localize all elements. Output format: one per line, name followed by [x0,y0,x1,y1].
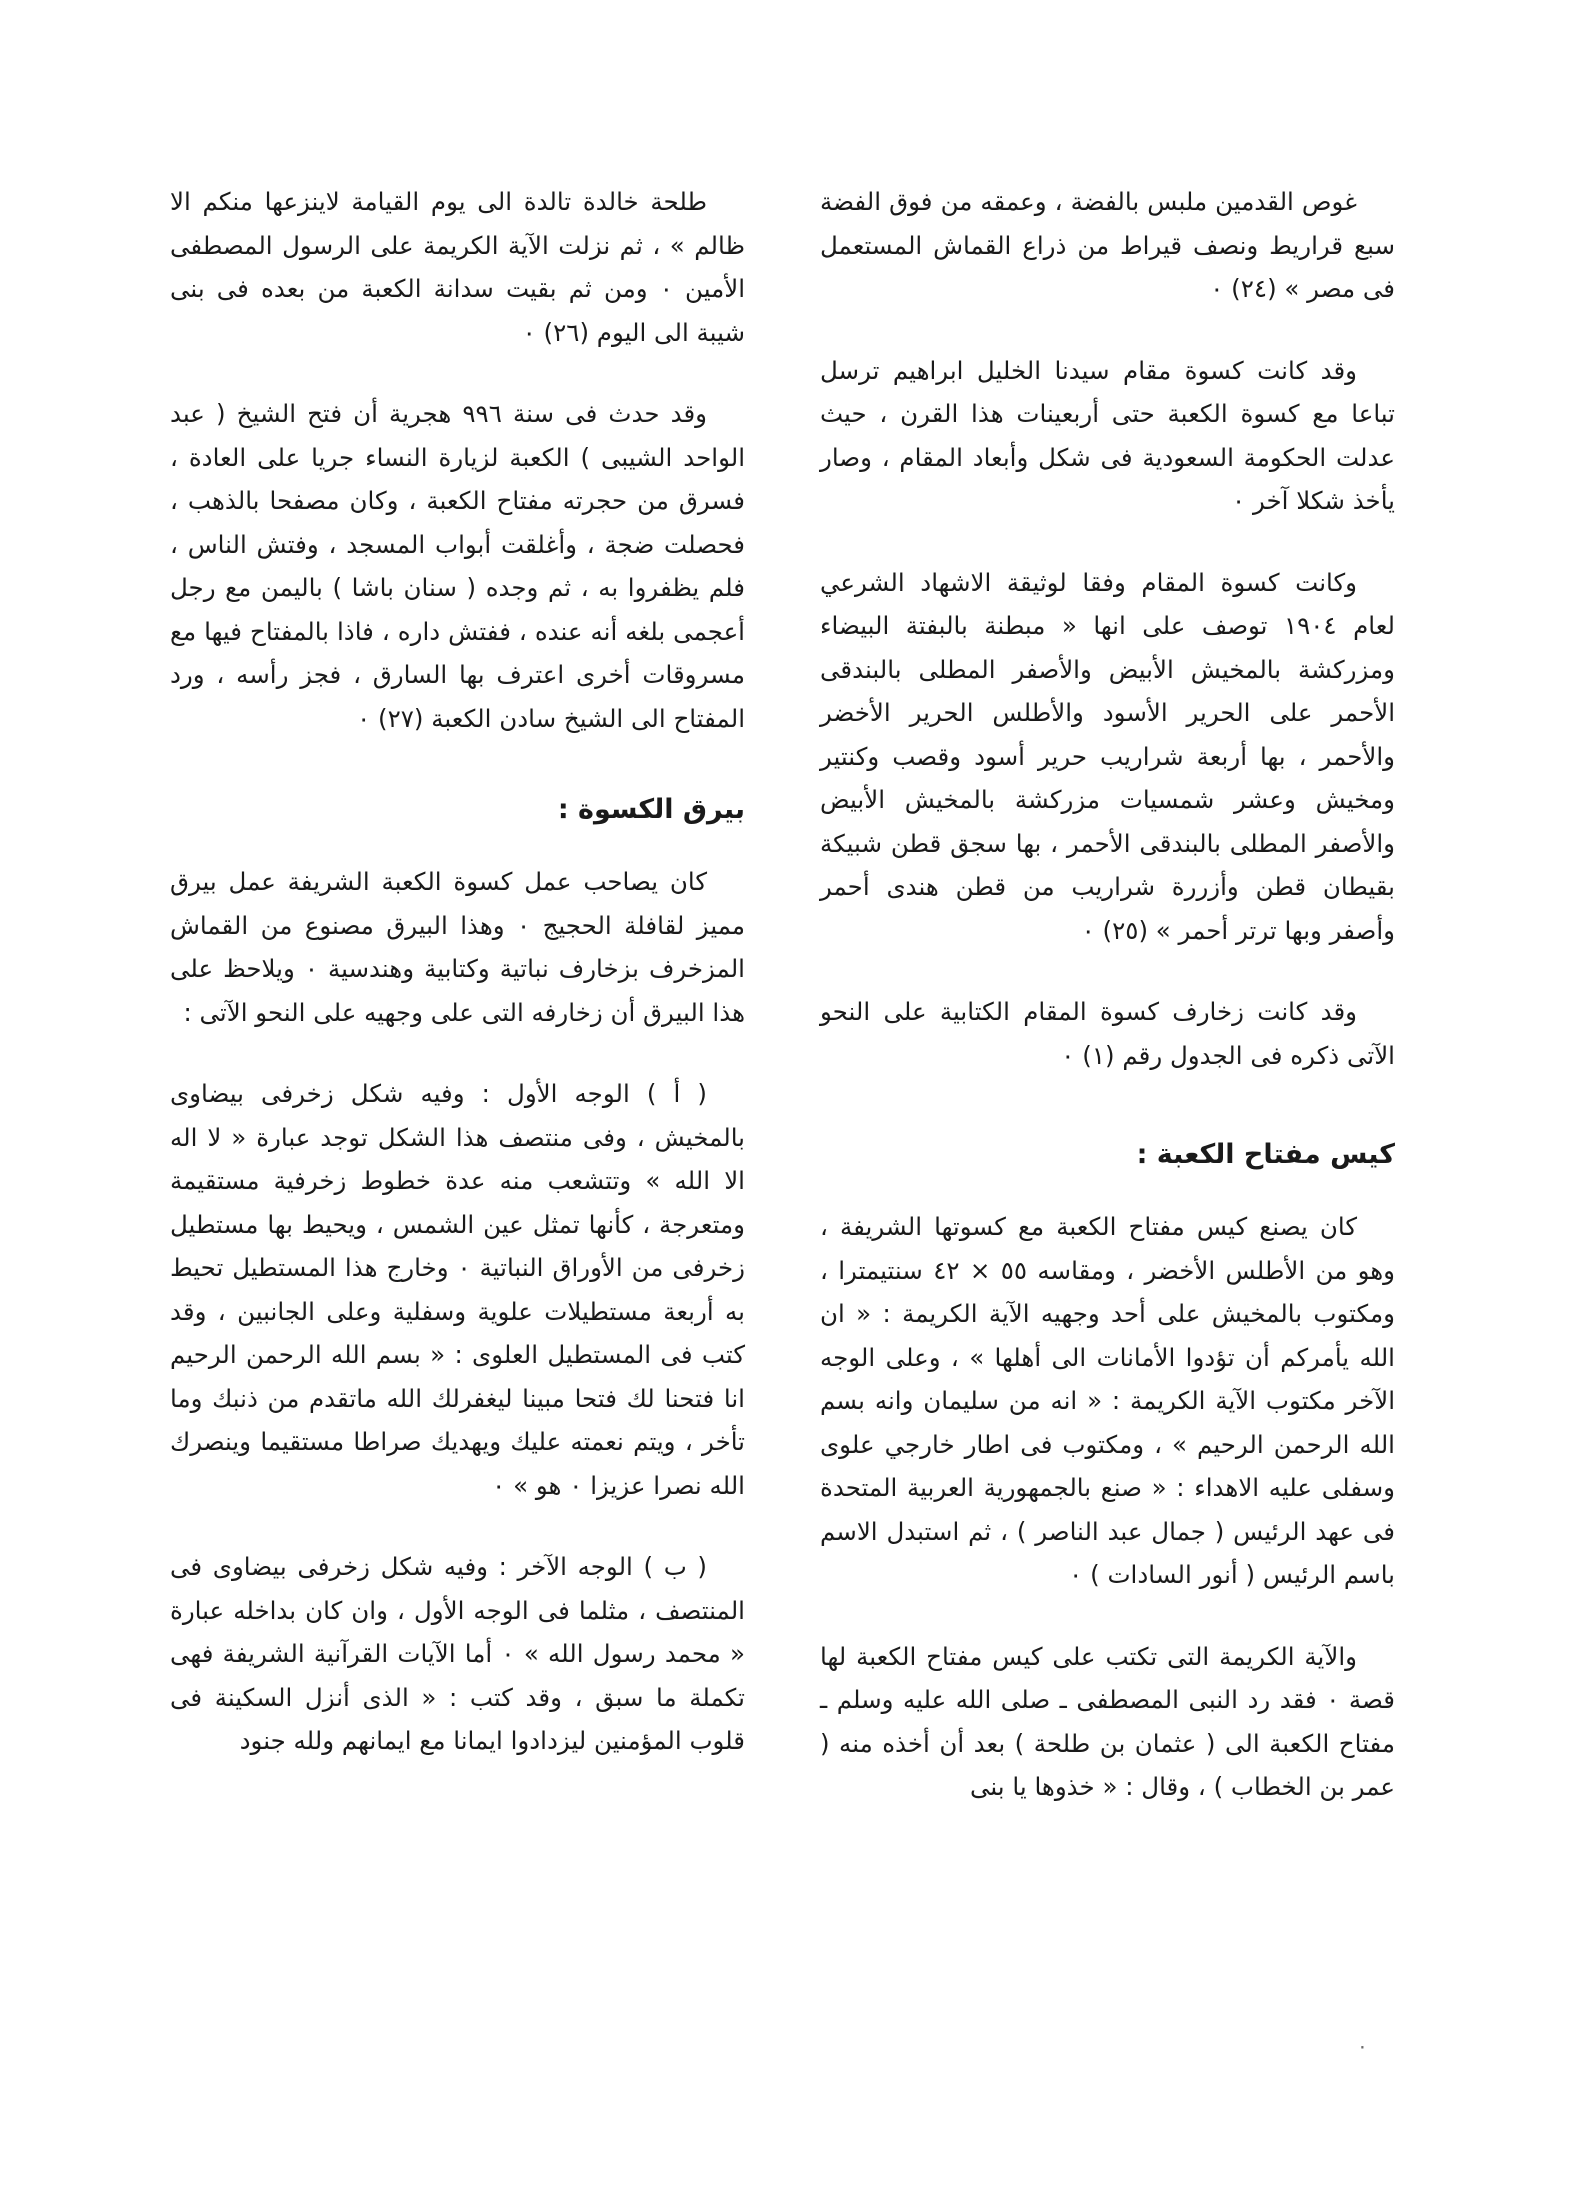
left-paragraph-2: وقد حدث فى سنة ٩٩٦ هجرية أن فتح الشيخ ( عبد الواحد الشيبى ) الكعبة لزيارة النساء جريا على العادة ، فسرق من حجرته مفتاح الكعبة ، وكان مصفحا بالذهب ، فحصلت ضجة ، وأغلقت أبواب المسجد ، وفتش الناس ، فلم يظفروا به ، ثم وجده ( سنان باشا ) باليمن مع رجل أعجمى بلغه أنه عنده ، ففتش داره ، فاذا بالمفتاح فيها مع مسروقات أخرى اعترف بها السارق ، فجز رأسه ، ورد المفتاح الى الشيخ سادن الكعبة (٢٧) ٠ [170,399,745,733]
right-paragraph-1: غوص القدمين ملبس بالفضة ، وعمقه من فوق الفضة سبع قراريط ونصف قيراط من ذراع القماش المستعمل فى مصر » (٢٤) ٠ [820,187,1395,303]
right-paragraph-2: وقد كانت كسوة مقام سيدنا الخليل ابراهيم ترسل تباعا مع كسوة الكعبة حتى أربعينات هذا القرن ، حيث عدلت الحكومة السعودية فى شكل وأبعاد المقام ، وصار يأخذ شكلا آخر ٠ [820,355,1395,515]
right-paragraph-5: كان يصنع كيس مفتاح الكعبة مع كسوتها الشريفة ، وهو من الأطلس الأخضر ، ومقاسه ٥٥ × ٤٢ سنتيمترا ، ومكتوب بالمخيش على أحد وجهيه الآية الكريمة : « ان الله يأمركم أن تؤدوا الأمانات الى أهلها » ، وعلى الوجه الآخر مكتوب الآية الكريمة : « انه من سليمان وانه بسم الله الرحمن الرحيم » ، ومكتوب فى اطار خارجي علوى وسفلى عليه الاهداء : « صنع بالجمهورية العربية المتحدة فى عهد الرئيس ( جمال عبد الناصر ) ، ثم استبدل الاسم باسم الرئيس ( أنور السادات ) ٠ [820,1212,1395,1589]
right-paragraph-6: والآية الكريمة التى تكتب على كيس مفتاح الكعبة لها قصة ٠ فقد رد النبى المصطفى ـ صلى الله عليه وسلم ـ مفتاح الكعبة الى ( عثمان بن طلحة ) بعد أن أخذه منه ( عمر بن الخطاب ) ، وقال : « خذوها يا بنى [820,1641,1395,1801]
section-heading-banner: بيرق الكسوة : [557,794,745,825]
left-paragraph-1: طلحة خالدة تالدة الى يوم القيامة لاينزعها منكم الا ظالم » ، ثم نزلت الآية الكريمة على الرسول المصطفى الأمين ٠ ومن ثم بقيت سدانة الكعبة من بعده فى بنى شيبة الى اليوم (٢٦) ٠ [170,187,745,347]
page-mark: ٠ [1357,2034,1368,2058]
left-paragraph-3: كان يصاحب عمل كسوة الكعبة الشريفة عمل بيرق مميز لقافلة الحجيج ٠ وهذا البيرق مصنوع من القماش المزخرف بزخارف نباتية وكتابية وهندسية ٠ ويلاحظ على هذا البيرق أن زخارفه التى على وجهيه على النحو الآتى : [170,867,745,1027]
left-paragraph-5: ( ب ) الوجه الآخر : وفيه شكل زخرفى بيضاوى فى المنتصف ، مثلما فى الوجه الأول ، وان كان بداخله عبارة « محمد رسول الله » ٠ أما الآيات القرآنية الشريفة فهى تكملة ما سبق ، وقد كتب : « الذى أنزل السكينة فى قلوب المؤمنين ليزدادوا ايمانا مع ايمانهم ولله جنود [170,1552,746,1755]
left-column [170,180,745,1801]
right-column [820,180,1395,1847]
right-paragraph-4: وقد كانت زخارف كسوة المقام الكتابية على النحو الآتى ذكره فى الجدول رقم (١) ٠ [820,997,1395,1070]
section-heading-key-bag: كيس مفتاح الكعبة : [1136,1139,1395,1170]
left-paragraph-4: ( أ ) الوجه الأول : وفيه شكل زخرفى بيضاوى بالمخيش ، وفى منتصف هذا الشكل توجد عبارة « لا اله الا الله » وتتشعب منه عدة خطوط زخرفية مستقيمة ومتعرجة ، كأنها تمثل عين الشمس ، ويحيط بها مستطيل زخرفى من الأوراق النباتية ٠ وخارج هذا المستطيل تحيط به أربعة مستطيلات علوية وسفلية وعلى الجانبين ، وقد كتب فى المستطيل العلوى : « بسم الله الرحمن الرحيم انا فتحنا لك فتحا مبينا ليغفرلك الله ماتقدم من ذنبك وما تأخر ، ويتم نعمته عليك ويهديك صراطا مستقيما وينصرك الله نصرا عزيزا ٠ هو » ٠ [170,1079,745,1500]
right-paragraph-3: وكانت كسوة المقام وفقا لوثيقة الاشهاد الشرعي لعام ١٩٠٤ توصف على انها « مبطنة بالبفتة البيضاء ومزركشة بالمخيش الأبيض والأصفر المطلى بالبندقى الأحمر على الحرير الأسود والأطلس الحرير الأخضر والأحمر ، بها أربعة شراريب حرير أسود وقصب وكنتير ومخيش وعشر شمسيات مزركشة بالمخيش الأبيض والأصفر المطلى بالبندقى الأحمر ، بها سجق قطن شبيكة بقيطان قطن وأزررة شراريب من قطن هندى أحمر وأصفر وبها ترتر أحمر » (٢٥) ٠ [820,567,1395,945]
